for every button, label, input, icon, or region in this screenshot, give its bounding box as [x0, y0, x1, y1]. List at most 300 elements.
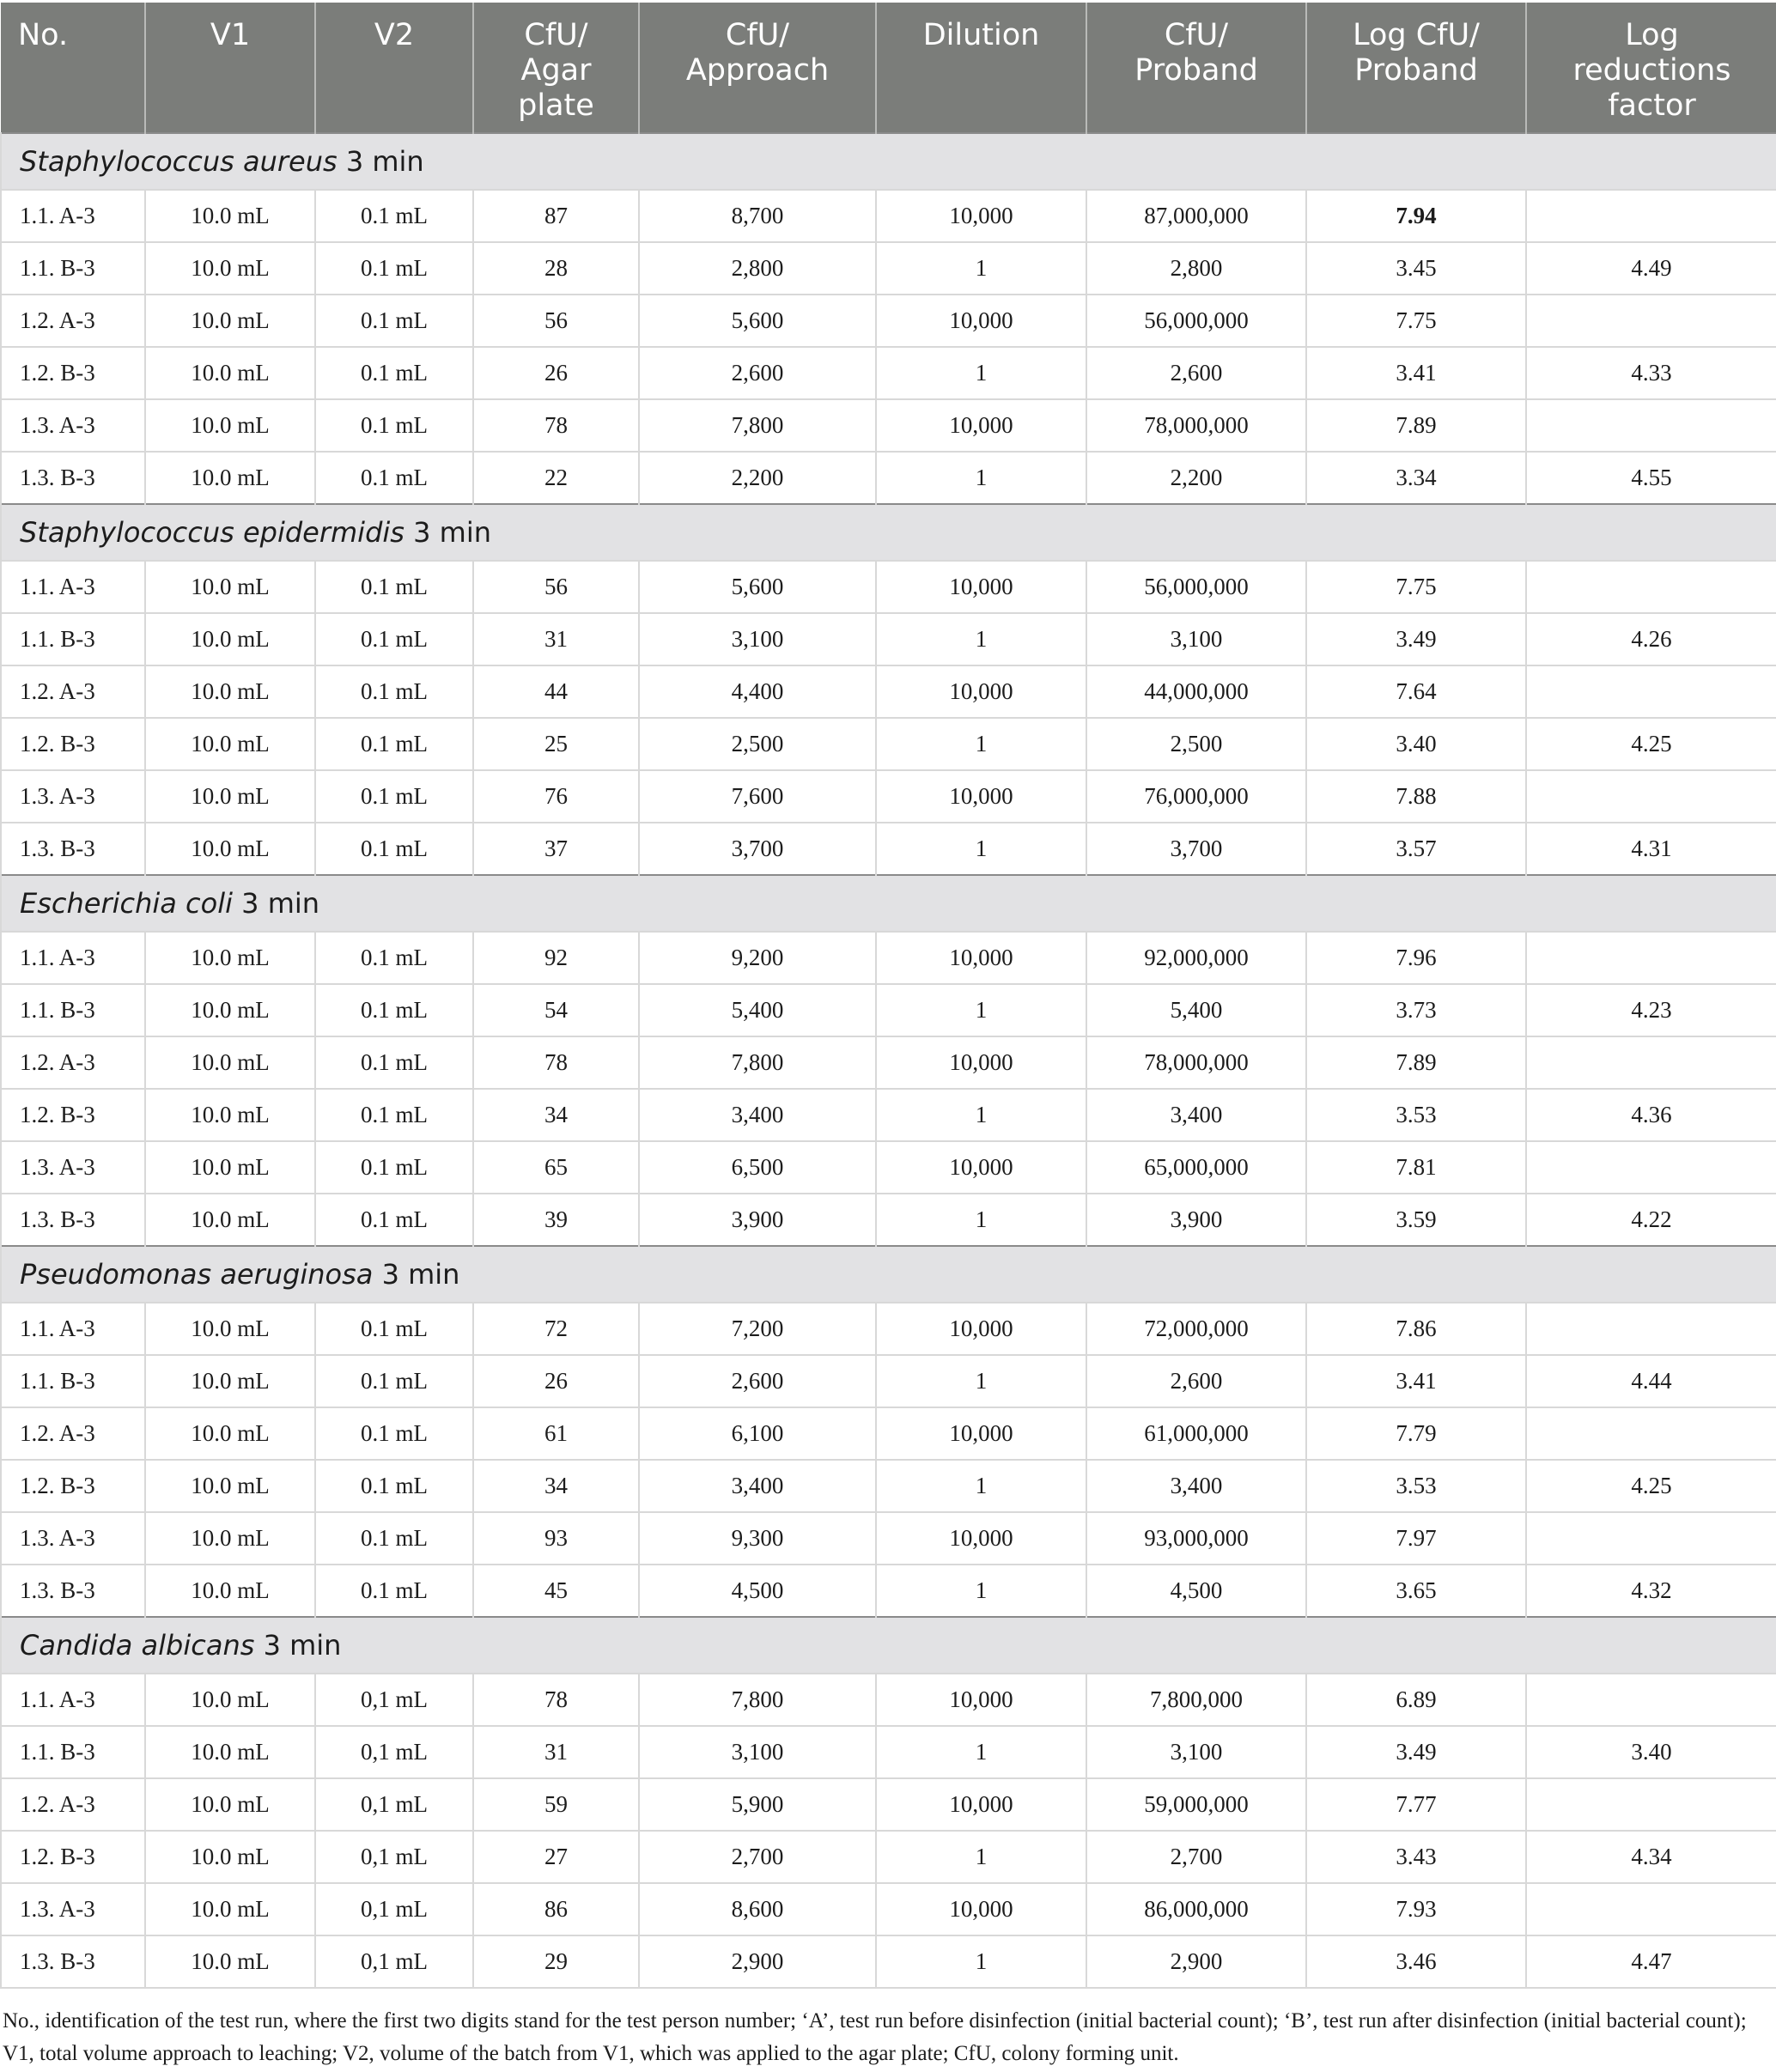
cell-dilution: 1	[876, 1089, 1086, 1141]
exposure-time: 3 min	[337, 145, 424, 178]
cell-cfu-proband: 87,000,000	[1086, 190, 1306, 242]
cell-log-cfu-proband: 3.45	[1306, 242, 1526, 295]
organism-name: Staphylococcus epidermidis	[20, 516, 404, 549]
cell-log-cfu-proband: 3.53	[1306, 1460, 1526, 1512]
cell-log-reductions-factor	[1526, 932, 1776, 984]
section-title	[1, 875, 1776, 932]
table-row	[1, 1355, 1776, 1407]
cell-log-cfu-proband: 3.46	[1306, 1935, 1526, 1988]
table-row	[1, 561, 1776, 613]
cell-cfu-proband: 2,700	[1086, 1831, 1306, 1883]
cell-dilution: 10,000	[876, 1036, 1086, 1089]
cell-cfu-approach: 6,500	[639, 1141, 876, 1194]
cell-log-cfu-proband: 7.89	[1306, 1036, 1526, 1089]
cell-dilution: 10,000	[876, 1512, 1086, 1565]
cell-dilution: 1	[876, 452, 1086, 504]
cell-cfu-proband: 2,600	[1086, 1355, 1306, 1407]
exposure-time: 3 min	[233, 887, 320, 920]
cell-dilution: 1	[876, 1565, 1086, 1617]
cell-cfu-proband: 3,100	[1086, 1726, 1306, 1778]
cell-cfu-approach: 2,500	[639, 718, 876, 770]
cell-cfu-agar-plate: 86	[473, 1883, 639, 1935]
cell-cfu-proband: 59,000,000	[1086, 1778, 1306, 1831]
cell-no: 1.3. A-3	[1, 1512, 145, 1565]
cell-v2: 0.1 mL	[315, 190, 473, 242]
cell-cfu-approach: 7,800	[639, 399, 876, 452]
cell-log-cfu-proband: 3.40	[1306, 718, 1526, 770]
table-row	[1, 295, 1776, 347]
cell-log-reductions-factor: 4.55	[1526, 452, 1776, 504]
cell-log-cfu-proband: 7.94	[1306, 190, 1526, 242]
cell-cfu-approach: 3,400	[639, 1089, 876, 1141]
table-row	[1, 718, 1776, 770]
cell-dilution: 1	[876, 613, 1086, 665]
cell-log-reductions-factor: 3.40	[1526, 1726, 1776, 1778]
table-row	[1, 399, 1776, 452]
cell-log-reductions-factor	[1526, 561, 1776, 613]
cell-cfu-approach: 2,600	[639, 1355, 876, 1407]
cell-v2: 0.1 mL	[315, 613, 473, 665]
cell-no: 1.2. A-3	[1, 1778, 145, 1831]
cell-v2: 0.1 mL	[315, 347, 473, 399]
cell-cfu-approach: 2,200	[639, 452, 876, 504]
cell-dilution: 10,000	[876, 1778, 1086, 1831]
cell-cfu-agar-plate: 37	[473, 823, 639, 875]
cell-no: 1.1. A-3	[1, 932, 145, 984]
cell-log-reductions-factor	[1526, 1036, 1776, 1089]
cell-log-reductions-factor	[1526, 399, 1776, 452]
cell-log-reductions-factor	[1526, 295, 1776, 347]
cell-dilution: 1	[876, 1460, 1086, 1512]
cell-cfu-agar-plate: 22	[473, 452, 639, 504]
cell-cfu-agar-plate: 31	[473, 613, 639, 665]
cell-log-reductions-factor: 4.31	[1526, 823, 1776, 875]
table-footnote: No., identification of the test run, where the first two digits stand for the test person number; ‘A’, test run before disinfection (initial bacterial count); ‘B’, test run after disinfection (initial bacterial count); V1, total volume approach to leaching; V2, volume of the batch from V1, which was applied to the agar plate; CfU, colony forming unit.	[3, 2009, 1747, 2065]
cell-v2: 0.1 mL	[315, 242, 473, 295]
table-row	[1, 1303, 1776, 1355]
cell-v2: 0,1 mL	[315, 1883, 473, 1935]
cell-cfu-approach: 7,800	[639, 1674, 876, 1726]
cell-log-cfu-proband: 3.59	[1306, 1194, 1526, 1246]
cell-log-reductions-factor: 4.34	[1526, 1831, 1776, 1883]
table-row	[1, 1883, 1776, 1935]
cell-no: 1.1. A-3	[1, 1303, 145, 1355]
cell-log-cfu-proband: 7.86	[1306, 1303, 1526, 1355]
cell-cfu-proband: 72,000,000	[1086, 1303, 1306, 1355]
cell-v2: 0.1 mL	[315, 665, 473, 718]
exposure-time: 3 min	[254, 1629, 342, 1662]
cell-cfu-proband: 7,800,000	[1086, 1674, 1306, 1726]
section-title	[1, 1246, 1776, 1303]
table-row	[1, 1831, 1776, 1883]
cell-cfu-agar-plate: 34	[473, 1460, 639, 1512]
cell-dilution: 1	[876, 1355, 1086, 1407]
cell-cfu-approach: 3,900	[639, 1194, 876, 1246]
cell-v1: 10.0 mL	[145, 1036, 315, 1089]
cell-log-cfu-proband: 3.49	[1306, 613, 1526, 665]
cell-cfu-proband: 56,000,000	[1086, 561, 1306, 613]
cell-cfu-approach: 8,700	[639, 190, 876, 242]
cell-no: 1.2. B-3	[1, 1460, 145, 1512]
cell-cfu-agar-plate: 29	[473, 1935, 639, 1988]
organism-name: Pseudomonas aeruginosa	[20, 1258, 374, 1291]
table-row	[1, 770, 1776, 823]
cell-no: 1.1. B-3	[1, 242, 145, 295]
section-header-row	[1, 875, 1776, 932]
cell-cfu-proband: 44,000,000	[1086, 665, 1306, 718]
cell-dilution: 10,000	[876, 1674, 1086, 1726]
cell-log-cfu-proband: 7.97	[1306, 1512, 1526, 1565]
header-v2: V2	[315, 3, 473, 133]
cell-no: 1.2. A-3	[1, 295, 145, 347]
cell-v2: 0.1 mL	[315, 823, 473, 875]
cell-v2: 0.1 mL	[315, 452, 473, 504]
cell-v1: 10.0 mL	[145, 1194, 315, 1246]
cell-cfu-approach: 8,600	[639, 1883, 876, 1935]
cell-no: 1.1. B-3	[1, 984, 145, 1036]
cell-no: 1.2. A-3	[1, 1407, 145, 1460]
cell-log-cfu-proband: 7.75	[1306, 295, 1526, 347]
cell-log-reductions-factor	[1526, 190, 1776, 242]
cell-v2: 0.1 mL	[315, 770, 473, 823]
cell-v1: 10.0 mL	[145, 1355, 315, 1407]
cell-v1: 10.0 mL	[145, 452, 315, 504]
header-cfu-approach: CfU/ Approach	[639, 3, 876, 133]
cell-no: 1.3. B-3	[1, 1935, 145, 1988]
cell-cfu-proband: 2,500	[1086, 718, 1306, 770]
cell-no: 1.3. A-3	[1, 1141, 145, 1194]
cell-dilution: 10,000	[876, 665, 1086, 718]
cell-cfu-approach: 2,700	[639, 1831, 876, 1883]
cell-v2: 0,1 mL	[315, 1935, 473, 1988]
cell-cfu-agar-plate: 65	[473, 1141, 639, 1194]
cell-v2: 0.1 mL	[315, 1303, 473, 1355]
cell-no: 1.1. B-3	[1, 613, 145, 665]
table-row	[1, 1512, 1776, 1565]
cell-cfu-agar-plate: 54	[473, 984, 639, 1036]
cell-v1: 10.0 mL	[145, 1512, 315, 1565]
cell-cfu-approach: 6,100	[639, 1407, 876, 1460]
cell-cfu-approach: 5,900	[639, 1778, 876, 1831]
cell-cfu-proband: 3,700	[1086, 823, 1306, 875]
cell-cfu-agar-plate: 28	[473, 242, 639, 295]
cell-log-cfu-proband: 3.65	[1306, 1565, 1526, 1617]
cell-log-reductions-factor	[1526, 1141, 1776, 1194]
cell-cfu-proband: 92,000,000	[1086, 932, 1306, 984]
section-title	[1, 504, 1776, 561]
cell-v2: 0,1 mL	[315, 1831, 473, 1883]
cell-v1: 10.0 mL	[145, 190, 315, 242]
cell-cfu-approach: 5,600	[639, 561, 876, 613]
cell-cfu-agar-plate: 78	[473, 1036, 639, 1089]
cell-cfu-agar-plate: 56	[473, 295, 639, 347]
cell-log-reductions-factor	[1526, 1303, 1776, 1355]
cell-dilution: 1	[876, 984, 1086, 1036]
organism-name: Candida albicans	[20, 1629, 255, 1662]
cell-log-reductions-factor	[1526, 1883, 1776, 1935]
cell-v2: 0.1 mL	[315, 295, 473, 347]
exposure-time: 3 min	[373, 1258, 460, 1291]
cell-cfu-agar-plate: 92	[473, 932, 639, 984]
cell-cfu-approach: 9,200	[639, 932, 876, 984]
cell-v2: 0.1 mL	[315, 1141, 473, 1194]
cell-cfu-agar-plate: 45	[473, 1565, 639, 1617]
cell-log-reductions-factor: 4.33	[1526, 347, 1776, 399]
cell-no: 1.2. A-3	[1, 1036, 145, 1089]
cell-dilution: 1	[876, 1935, 1086, 1988]
cell-cfu-approach: 9,300	[639, 1512, 876, 1565]
header-log-cfu-proband: Log CfU/ Proband	[1306, 3, 1526, 133]
cell-cfu-proband: 3,100	[1086, 613, 1306, 665]
cell-cfu-agar-plate: 93	[473, 1512, 639, 1565]
cell-no: 1.1. A-3	[1, 1674, 145, 1726]
cell-no: 1.1. B-3	[1, 1355, 145, 1407]
cell-log-cfu-proband: 7.81	[1306, 1141, 1526, 1194]
cell-dilution: 1	[876, 1726, 1086, 1778]
cell-cfu-agar-plate: 72	[473, 1303, 639, 1355]
cell-v1: 10.0 mL	[145, 1674, 315, 1726]
cell-cfu-approach: 4,400	[639, 665, 876, 718]
cell-cfu-approach: 3,100	[639, 613, 876, 665]
cell-cfu-proband: 3,400	[1086, 1089, 1306, 1141]
cell-cfu-agar-plate: 78	[473, 399, 639, 452]
cell-dilution: 1	[876, 1194, 1086, 1246]
cell-dilution: 10,000	[876, 770, 1086, 823]
cell-log-reductions-factor: 4.44	[1526, 1355, 1776, 1407]
header-dilution: Dilution	[876, 3, 1086, 133]
cell-cfu-approach: 2,600	[639, 347, 876, 399]
cell-dilution: 1	[876, 347, 1086, 399]
cell-no: 1.2. B-3	[1, 1089, 145, 1141]
cell-v1: 10.0 mL	[145, 1883, 315, 1935]
cell-no: 1.2. B-3	[1, 347, 145, 399]
header-v1: V1	[145, 3, 315, 133]
cell-no: 1.2. A-3	[1, 665, 145, 718]
cell-cfu-proband: 2,600	[1086, 347, 1306, 399]
cell-log-reductions-factor	[1526, 1512, 1776, 1565]
cell-log-cfu-proband: 3.73	[1306, 984, 1526, 1036]
cell-cfu-approach: 2,900	[639, 1935, 876, 1988]
cell-cfu-agar-plate: 39	[473, 1194, 639, 1246]
table-row	[1, 1674, 1776, 1726]
cell-cfu-approach: 3,100	[639, 1726, 876, 1778]
cell-v1: 10.0 mL	[145, 770, 315, 823]
cell-v1: 10.0 mL	[145, 1141, 315, 1194]
table-row	[1, 1141, 1776, 1194]
cell-v1: 10.0 mL	[145, 613, 315, 665]
results-table	[0, 3, 1776, 1989]
section-header-row	[1, 133, 1776, 190]
cell-dilution: 10,000	[876, 932, 1086, 984]
cell-dilution: 1	[876, 1831, 1086, 1883]
table-row	[1, 1565, 1776, 1617]
cell-cfu-proband: 76,000,000	[1086, 770, 1306, 823]
table-row	[1, 1935, 1776, 1988]
cell-v1: 10.0 mL	[145, 1565, 315, 1617]
cell-no: 1.3. B-3	[1, 823, 145, 875]
cell-cfu-proband: 93,000,000	[1086, 1512, 1306, 1565]
table-row	[1, 932, 1776, 984]
cell-dilution: 1	[876, 823, 1086, 875]
section-header-row	[1, 504, 1776, 561]
cell-no: 1.1. B-3	[1, 1726, 145, 1778]
cell-v1: 10.0 mL	[145, 295, 315, 347]
cell-v2: 0.1 mL	[315, 1565, 473, 1617]
cell-v1: 10.0 mL	[145, 1778, 315, 1831]
cell-v1: 10.0 mL	[145, 1935, 315, 1988]
table-row	[1, 1407, 1776, 1460]
cell-cfu-proband: 3,900	[1086, 1194, 1306, 1246]
cell-log-reductions-factor	[1526, 1778, 1776, 1831]
cell-no: 1.3. A-3	[1, 399, 145, 452]
cell-no: 1.3. B-3	[1, 1194, 145, 1246]
section-header-row	[1, 1246, 1776, 1303]
cell-v2: 0.1 mL	[315, 1036, 473, 1089]
cell-dilution: 10,000	[876, 295, 1086, 347]
cell-cfu-proband: 3,400	[1086, 1460, 1306, 1512]
cell-cfu-agar-plate: 61	[473, 1407, 639, 1460]
cell-cfu-proband: 4,500	[1086, 1565, 1306, 1617]
cell-log-reductions-factor: 4.36	[1526, 1089, 1776, 1141]
cell-log-reductions-factor: 4.49	[1526, 242, 1776, 295]
organism-name: Staphylococcus aureus	[20, 145, 338, 178]
cell-log-reductions-factor: 4.32	[1526, 1565, 1776, 1617]
cell-cfu-agar-plate: 87	[473, 190, 639, 242]
table-row	[1, 1194, 1776, 1246]
cell-v1: 10.0 mL	[145, 823, 315, 875]
cell-log-cfu-proband: 3.57	[1306, 823, 1526, 875]
cell-dilution: 10,000	[876, 190, 1086, 242]
cell-v2: 0.1 mL	[315, 1512, 473, 1565]
table-row	[1, 665, 1776, 718]
cell-cfu-agar-plate: 59	[473, 1778, 639, 1831]
cell-no: 1.3. A-3	[1, 1883, 145, 1935]
cell-cfu-approach: 2,800	[639, 242, 876, 295]
table-row	[1, 1778, 1776, 1831]
cell-cfu-approach: 3,400	[639, 1460, 876, 1512]
cell-log-cfu-proband: 3.53	[1306, 1089, 1526, 1141]
table-row	[1, 984, 1776, 1036]
cell-v2: 0.1 mL	[315, 399, 473, 452]
cell-no: 1.3. A-3	[1, 770, 145, 823]
cell-cfu-proband: 5,400	[1086, 984, 1306, 1036]
cell-v1: 10.0 mL	[145, 347, 315, 399]
cell-v2: 0,1 mL	[315, 1778, 473, 1831]
table-row	[1, 190, 1776, 242]
cell-v1: 10.0 mL	[145, 1831, 315, 1883]
cell-log-cfu-proband: 7.89	[1306, 399, 1526, 452]
cell-log-cfu-proband: 7.93	[1306, 1883, 1526, 1935]
cell-v1: 10.0 mL	[145, 665, 315, 718]
cell-dilution: 10,000	[876, 1407, 1086, 1460]
cell-v1: 10.0 mL	[145, 1460, 315, 1512]
cell-cfu-approach: 5,400	[639, 984, 876, 1036]
cell-v1: 10.0 mL	[145, 399, 315, 452]
table-row	[1, 1036, 1776, 1089]
section-title	[1, 133, 1776, 190]
cell-v1: 10.0 mL	[145, 984, 315, 1036]
cell-v2: 0.1 mL	[315, 1460, 473, 1512]
cell-v1: 10.0 mL	[145, 718, 315, 770]
cell-log-cfu-proband: 3.43	[1306, 1831, 1526, 1883]
cell-v1: 10.0 mL	[145, 1303, 315, 1355]
cell-cfu-proband: 2,900	[1086, 1935, 1306, 1988]
header-no: No.	[1, 3, 145, 133]
header-log-reductions-factor: Log reductions factor	[1526, 3, 1776, 133]
cell-cfu-agar-plate: 26	[473, 347, 639, 399]
cell-cfu-approach: 7,200	[639, 1303, 876, 1355]
cell-cfu-agar-plate: 44	[473, 665, 639, 718]
cell-log-cfu-proband: 7.75	[1306, 561, 1526, 613]
cell-dilution: 10,000	[876, 561, 1086, 613]
cell-v2: 0.1 mL	[315, 932, 473, 984]
table-row	[1, 613, 1776, 665]
cell-log-cfu-proband: 7.79	[1306, 1407, 1526, 1460]
cell-log-cfu-proband: 7.64	[1306, 665, 1526, 718]
cell-cfu-agar-plate: 78	[473, 1674, 639, 1726]
table-row	[1, 1460, 1776, 1512]
cell-cfu-agar-plate: 26	[473, 1355, 639, 1407]
cell-cfu-proband: 86,000,000	[1086, 1883, 1306, 1935]
header-cfu-proband: CfU/ Proband	[1086, 3, 1306, 133]
cell-cfu-agar-plate: 27	[473, 1831, 639, 1883]
cell-log-cfu-proband: 3.34	[1306, 452, 1526, 504]
cell-cfu-proband: 2,200	[1086, 452, 1306, 504]
cell-log-cfu-proband: 7.88	[1306, 770, 1526, 823]
cell-no: 1.2. B-3	[1, 1831, 145, 1883]
cell-log-reductions-factor	[1526, 1674, 1776, 1726]
cell-v2: 0,1 mL	[315, 1726, 473, 1778]
cell-cfu-proband: 2,800	[1086, 242, 1306, 295]
cell-cfu-agar-plate: 25	[473, 718, 639, 770]
cell-log-cfu-proband: 3.41	[1306, 347, 1526, 399]
cell-v2: 0,1 mL	[315, 1674, 473, 1726]
cell-log-reductions-factor	[1526, 1407, 1776, 1460]
cell-v1: 10.0 mL	[145, 242, 315, 295]
cell-cfu-agar-plate: 76	[473, 770, 639, 823]
cell-log-reductions-factor: 4.25	[1526, 1460, 1776, 1512]
cell-cfu-agar-plate: 34	[473, 1089, 639, 1141]
organism-name: Escherichia coli	[20, 887, 233, 920]
cell-dilution: 10,000	[876, 1883, 1086, 1935]
cell-no: 1.2. B-3	[1, 718, 145, 770]
cell-dilution: 10,000	[876, 1141, 1086, 1194]
cell-v2: 0.1 mL	[315, 718, 473, 770]
cell-dilution: 1	[876, 242, 1086, 295]
cell-cfu-proband: 78,000,000	[1086, 1036, 1306, 1089]
cell-log-cfu-proband: 3.49	[1306, 1726, 1526, 1778]
cell-dilution: 10,000	[876, 399, 1086, 452]
cell-v2: 0.1 mL	[315, 1355, 473, 1407]
cell-no: 1.1. A-3	[1, 561, 145, 613]
cell-log-reductions-factor: 4.22	[1526, 1194, 1776, 1246]
table-row	[1, 452, 1776, 504]
cell-log-reductions-factor	[1526, 770, 1776, 823]
cell-cfu-proband: 56,000,000	[1086, 295, 1306, 347]
section-title	[1, 1617, 1776, 1674]
cell-cfu-approach: 5,600	[639, 295, 876, 347]
cell-dilution: 1	[876, 718, 1086, 770]
header-row	[1, 3, 1776, 133]
cell-cfu-approach: 3,700	[639, 823, 876, 875]
section-header-row	[1, 1617, 1776, 1674]
cell-v2: 0.1 mL	[315, 1407, 473, 1460]
cell-v1: 10.0 mL	[145, 1089, 315, 1141]
cell-log-reductions-factor: 4.26	[1526, 613, 1776, 665]
cell-log-reductions-factor: 4.23	[1526, 984, 1776, 1036]
cell-cfu-proband: 61,000,000	[1086, 1407, 1306, 1460]
cell-log-reductions-factor: 4.47	[1526, 1935, 1776, 1988]
